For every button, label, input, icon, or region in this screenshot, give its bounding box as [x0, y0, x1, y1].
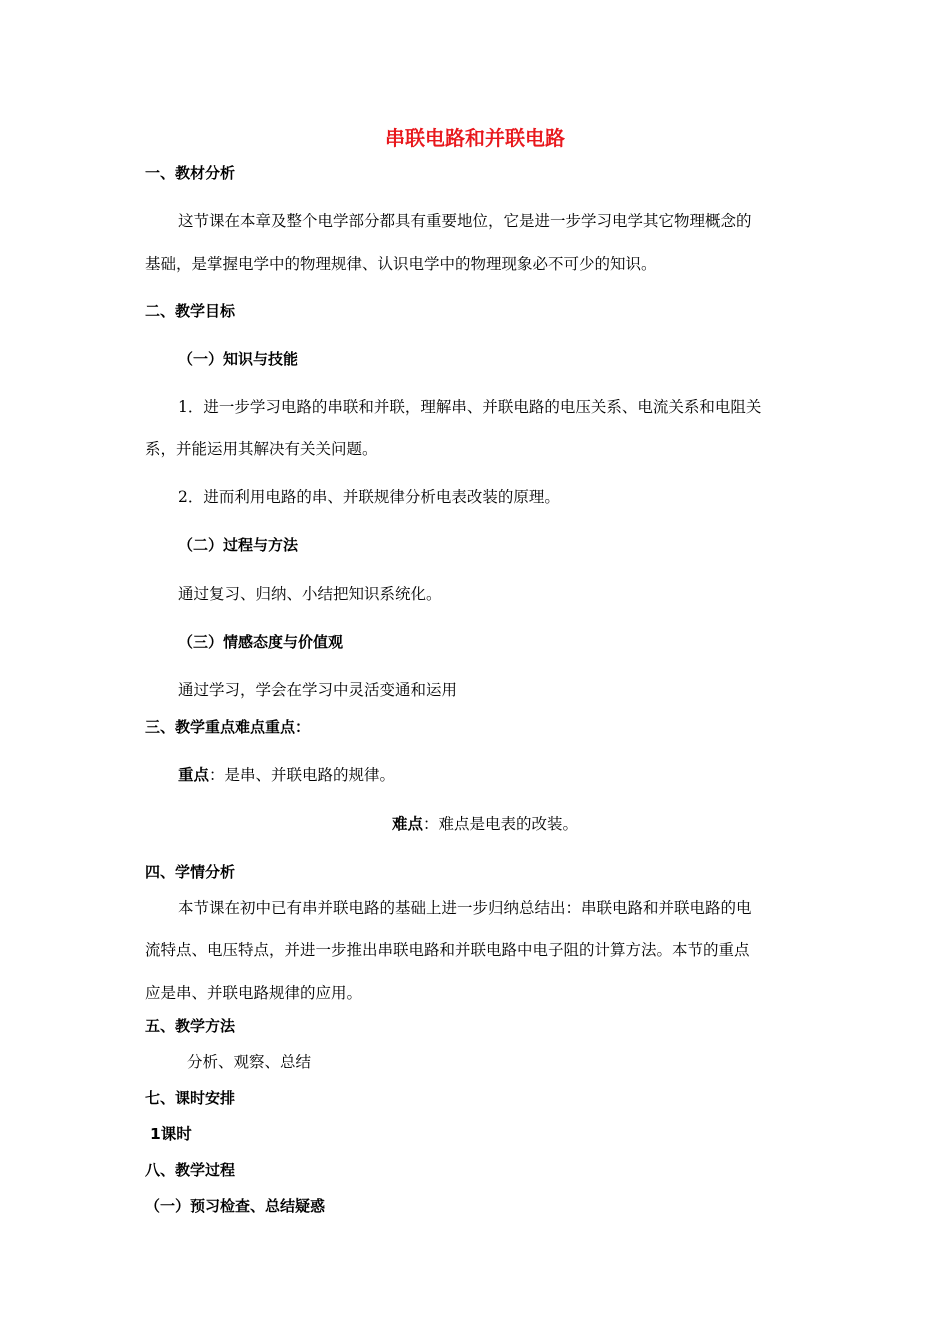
section-heading-objectives: 二、教学目标: [145, 302, 236, 320]
key-point-text: ：是串、并联电路的规律。: [209, 766, 396, 784]
section-heading-schedule: 七、课时安排: [145, 1089, 236, 1107]
key-point-line: [178, 765, 395, 785]
section-heading-methods: 五、教学方法: [145, 1017, 236, 1035]
paragraph-line: 2．进而利用电路的串、并联规律分析电表改装的原理。: [178, 488, 560, 506]
subheading-knowledge: （一）知识与技能: [178, 350, 299, 368]
paragraph-line: 系，并能运用其解决有关关问题。: [145, 440, 378, 458]
paragraph-line: 基础，是掌握电学中的物理规律、认识电学中的物理现象必不可少的知识。: [145, 255, 657, 273]
section-heading-process: 八、教学过程: [145, 1161, 236, 1179]
schedule-text: 1课时: [150, 1125, 192, 1143]
subheading-preview: （一）预习检查、总结疑惑: [145, 1197, 326, 1215]
subheading-process: （二）过程与方法: [178, 536, 299, 554]
difficulty-line: [392, 814, 578, 834]
subheading-attitude: （三）情感态度与价值观: [178, 633, 344, 651]
paragraph-line: 通过复习、归纳、小结把知识系统化。: [178, 585, 442, 603]
difficulty-label: 难点: [392, 815, 424, 833]
section-heading-materials: 一、教材分析: [145, 164, 236, 182]
paragraph-line: 分析、观察、总结: [187, 1053, 312, 1071]
paragraph-line: 本节课在初中已有串并联电路的基础上进一步归纳总结出：串联电路和并联电路的电: [178, 899, 752, 917]
paragraph-line: 1．进一步学习电路的串联和并联，理解串、并联电路的电压关系、电流关系和电阻关: [178, 398, 762, 416]
paragraph-line: 通过学习，学会在学习中灵活变通和运用: [178, 681, 458, 699]
section-heading-key-points: 三、教学重点难点重点：: [145, 718, 311, 736]
difficulty-text: ：难点是电表的改装。: [423, 815, 579, 833]
paragraph-line: 应是串、并联电路规律的应用。: [145, 984, 363, 1002]
paragraph-line: 流特点、电压特点，并进一步推出串联电路和并联电路中电子阻的计算方法。本节的重点: [145, 941, 750, 959]
key-point-label: 重点: [178, 766, 210, 784]
page-title: 串联电路和并联电路: [385, 126, 565, 150]
paragraph-line: 这节课在本章及整个电学部分都具有重要地位，它是进一步学习电学其它物理概念的: [178, 212, 752, 230]
section-heading-learners: 四、学情分析: [145, 863, 236, 881]
